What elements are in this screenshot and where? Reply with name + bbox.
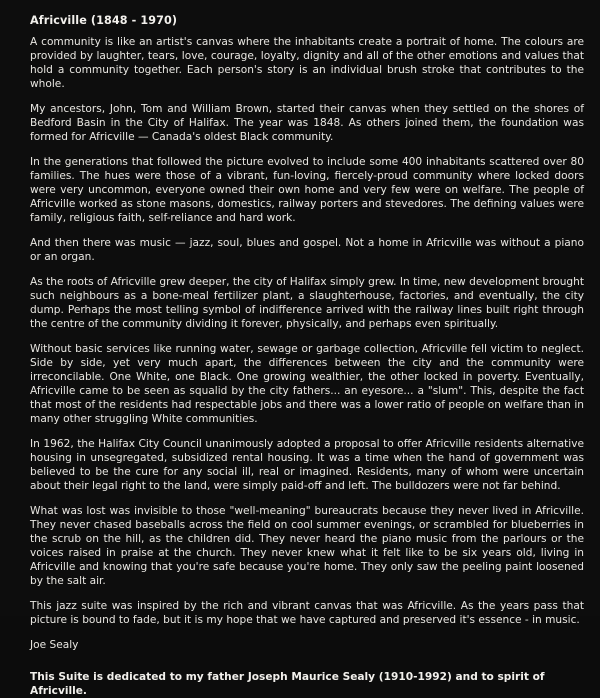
- paragraph-8: What was lost was invisible to those "well-meaning" bureaucrats because they never lived in Africville. They never chased baseballs across the field on cool summer evenings, or scrambled for blueberries in the scrub on the hill, as the children did. They never heard the piano music from the parlours or the voices raised in praise at the church. They never knew what it felt like to be six years old, living in Africville and knowing that you're safe because you're home. They only saw the peeling paint loosened by the salt air.: [30, 505, 584, 587]
- dedication-line: This Suite is dedicated to my father Joseph Maurice Sealy (1910-1992) and to spirit of Africville.: [30, 671, 545, 697]
- author-signature: Joe Sealy: [30, 639, 79, 651]
- paragraph-5: As the roots of Africville grew deeper, the city of Halifax simply grew. In time, new development brought such neighbours as a bone-meal fertilizer plant, a slaughterhouse, factories, and eventually, the city dump. Perhaps the most telling symbol of indifference arrived with the railway lines built right through the centre of the community dividing it forever, physically, and perhaps even spiritually.: [30, 276, 584, 330]
- paragraph-6: Without basic services like running water, sewage or garbage collection, Africville fell victim to neglect. Side by side, yet very much apart, the differences between the city and the community were irreconcilable. One White, one Black. One growing wealthier, the other locked in poverty. Eventually, Africville came to be seen as squalid by the city fathers... an eyesore... a "slum". This, despite the fact that most of the residents had respectable jobs and there was a lower ratio of people on welfare than in many other struggling White communities.: [30, 343, 584, 425]
- paragraph-9: This jazz suite was inspired by the rich and vibrant canvas that was Africville. As the years pass that picture is bound to fade, but it is my hope that we have captured and preserved it's essence - in music.: [30, 600, 584, 626]
- paragraph-1: A community is like an artist's canvas where the inhabitants create a portrait of home. The colours are provided by laughter, tears, love, courage, loyalty, dignity and all of the other emotions and values that hold a community together. Each person's story is an individual brush stroke that contributes to the whole.: [30, 36, 584, 90]
- paragraph-3: In the generations that followed the picture evolved to include some 400 inhabitants scattered over 80 families. The hues were those of a vibrant, fun-loving, fiercely-proud community where locked doors were very uncommon, everyone owned their own home and very few were on welfare. The people of Africville worked as stone masons, domestics, railway porters and stevedores. The defining values were family, religious faith, self-reliance and hard work.: [30, 156, 584, 224]
- liner-notes-body: [30, 14, 584, 698]
- page-title: Africville (1848 - 1970): [30, 14, 178, 27]
- paragraph-2: My ancestors, John, Tom and William Brown, started their canvas when they settled on the shores of Bedford Basin in the City of Halifax. The year was 1848. As others joined them, the foundation was formed for Africville — Canada's oldest Black community.: [30, 103, 584, 143]
- paragraph-4: And then there was music — jazz, soul, blues and gospel. Not a home in Africville was without a piano or an organ.: [30, 237, 584, 263]
- paragraph-7: In 1962, the Halifax City Council unanimously adopted a proposal to offer Africville residents alternative housing in unsegregated, subsidized rental housing. It was a time when the hand of government was believed to be the cure for any social ill, real or imagined. Residents, many of whom were uncertain about their legal right to the land, were simply paid-off and left. The bulldozers were not far behind.: [30, 438, 584, 492]
